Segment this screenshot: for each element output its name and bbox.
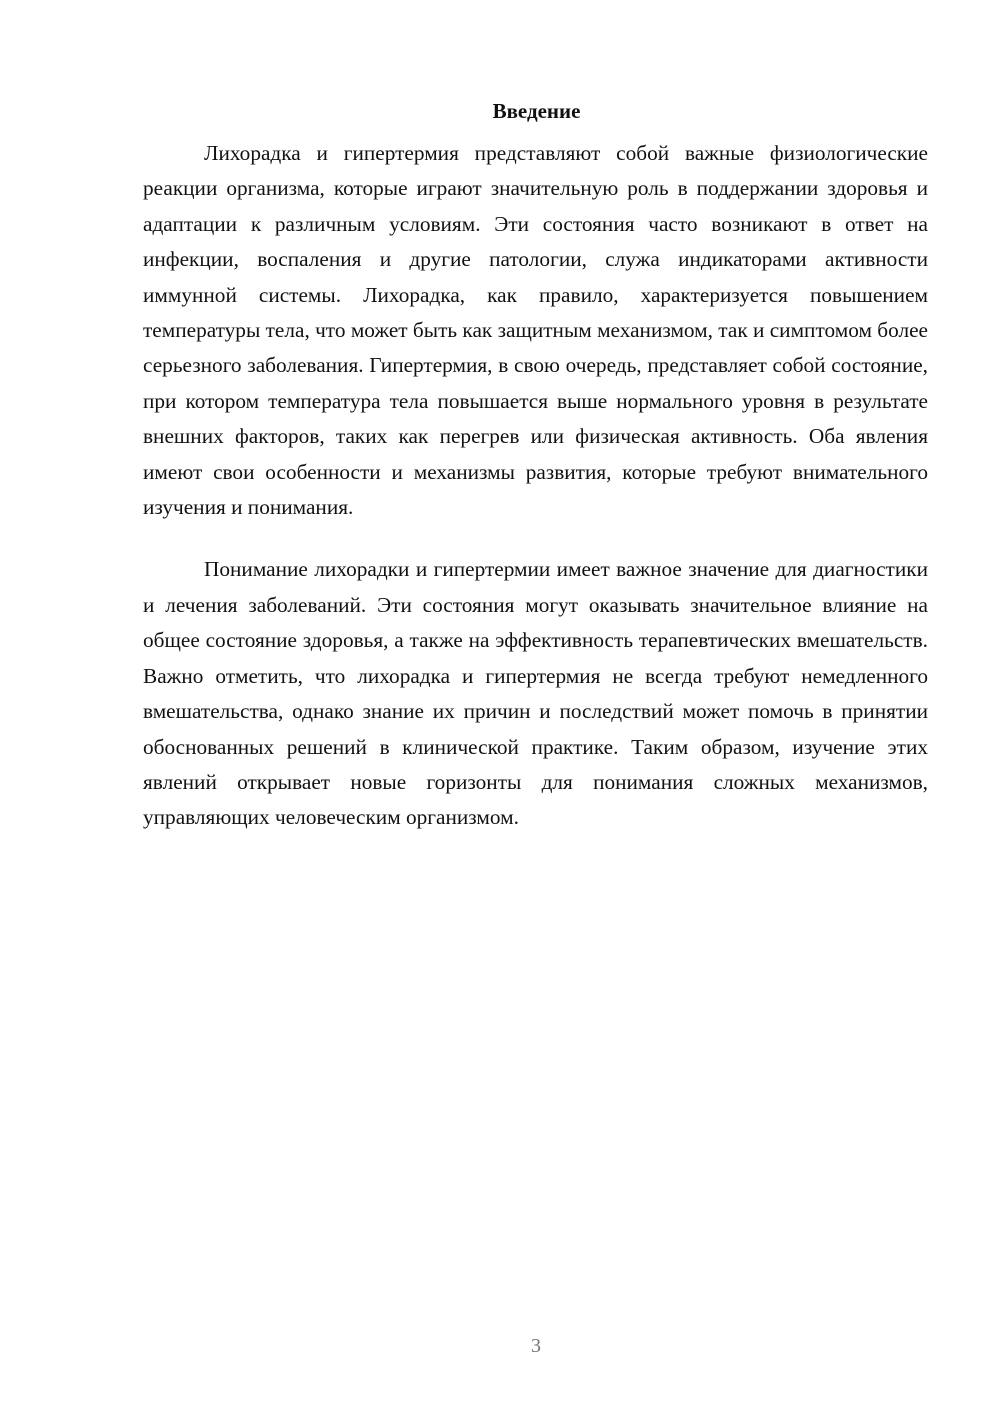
- paragraph-2: Понимание лихорадки и гипертермии имеет важное значение для диагностики и лечения заболеваний. Эти состояния могут оказывать значительное влияние на общее состояние здоровья, а также на эффективность терапевтических вмешательств. Важно отметить, что лихорадка и гипертермия не всегда требуют немедленного вмешательства, однако знание их причин и последствий может помочь в принятии обоснованных решений в клинической практике. Таким образом, изучение этих явлений открывает новые горизонты для понимания сложных механизмов, управляющих человеческим организмом.: [143, 557, 928, 830]
- page-content: [143, 96, 928, 836]
- paragraph-1: Лихорадка и гипертермия представляют собой важные физиологические реакции организма, которые играют значительную роль в поддержании здоровья и адаптации к различным условиям. Эти состояния часто возникают в ответ на инфекции, воспаления и другие патологии, служа индикаторами активности иммунной системы. Лихорадка, как правило, характеризуется повышением температуры тела, что может быть как защитным механизмом, так и симптомом более серьезного заболевания. Гипертермия, в свою очередь, представляет собой состояние, при котором температура тела повышается выше нормального уровня в результате внешних факторов, таких как перегрев или физическая активность. Оба явления имеют свои особенности и механизмы развития, которые требуют внимательного изучения и понимания.: [143, 141, 928, 520]
- section-heading: Введение: [492, 99, 581, 123]
- page-number: 3: [531, 1335, 541, 1357]
